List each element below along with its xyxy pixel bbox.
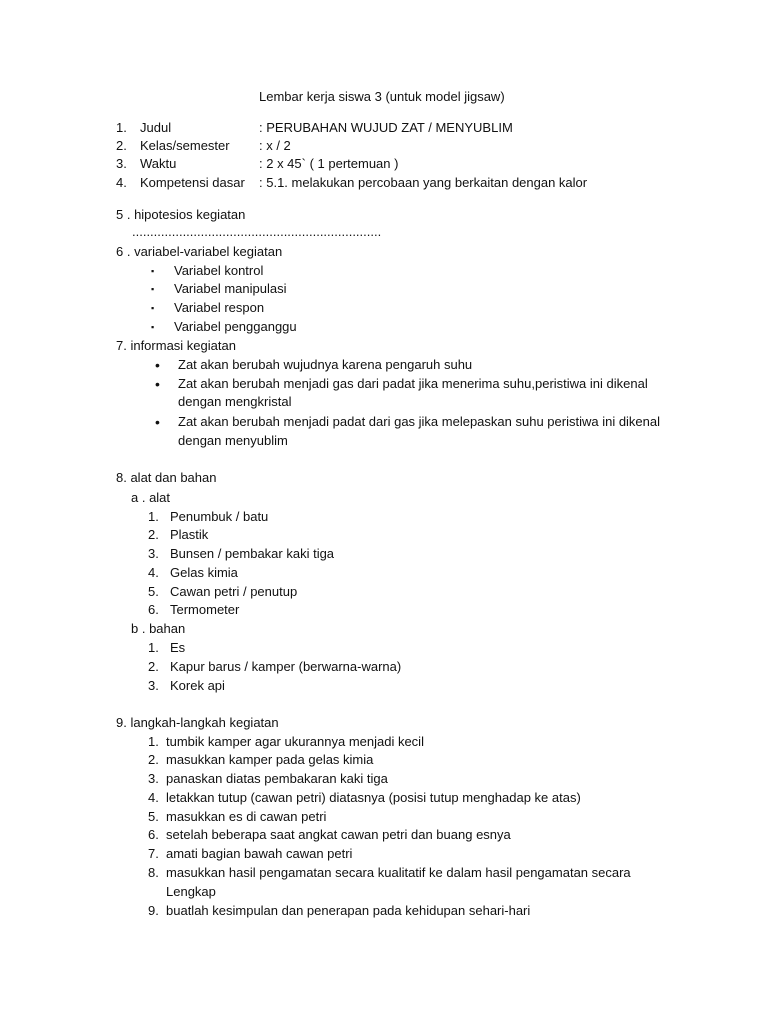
- step-text: amati bagian bawah cawan petri: [166, 846, 353, 861]
- list-item: Variabel respon: [174, 300, 265, 315]
- section-5-heading: 5 . hipotesios kegiatan: [116, 207, 246, 222]
- list-item: Zat akan berubah menjadi gas dari padat jika menerima suhu,peristiwa ini dikenal: [178, 376, 648, 391]
- list-item: Variabel kontrol: [174, 263, 264, 278]
- list-item-continuation: dengan menyublim: [178, 433, 288, 448]
- item-num: 1.: [148, 509, 159, 524]
- section-7-heading: 7. informasi kegiatan: [116, 338, 236, 353]
- info-num: 2.: [116, 138, 127, 153]
- item-num: 4.: [148, 565, 159, 580]
- step-num: 6.: [148, 827, 159, 842]
- list-item: Cawan petri / penutup: [170, 584, 298, 599]
- info-value: : 2 x 45` ( 1 pertemuan ): [259, 156, 399, 171]
- page-title: Lembar kerja siswa 3 (untuk model jigsaw): [259, 89, 505, 104]
- section-6-heading: 6 . variabel-variabel kegiatan: [116, 244, 283, 259]
- step-num: 5.: [148, 809, 159, 824]
- step-num: 1.: [148, 734, 159, 749]
- alat-heading: a . alat: [131, 490, 171, 505]
- step-num: 2.: [148, 752, 159, 767]
- info-value: : 5.1. melakukan percobaan yang berkaitan dengan kalor: [259, 175, 588, 190]
- step-text: letakkan tutup (cawan petri) diatasnya (posisi tutup menghadap ke atas): [166, 790, 581, 805]
- info-num: 4.: [116, 175, 127, 190]
- info-value: : x / 2: [259, 138, 291, 153]
- list-item: Variabel manipulasi: [174, 281, 287, 296]
- square-bullet-icon: ▪: [151, 322, 155, 332]
- item-num: 1.: [148, 640, 159, 655]
- bullet-icon: •: [155, 357, 160, 373]
- list-item: Variabel pengganggu: [174, 319, 297, 334]
- step-text: panaskan diatas pembakaran kaki tiga: [166, 771, 388, 786]
- item-num: 2.: [148, 659, 159, 674]
- square-bullet-icon: ▪: [151, 284, 155, 294]
- item-num: 3.: [148, 546, 159, 561]
- step-num: 3.: [148, 771, 159, 786]
- step-text: masukkan kamper pada gelas kimia: [166, 752, 374, 767]
- bullet-icon: •: [155, 376, 160, 392]
- step-text: masukkan hasil pengamatan secara kualitatif ke dalam hasil pengamatan secara: [166, 865, 631, 880]
- list-item: Zat akan berubah menjadi padat dari gas jika melepaskan suhu peristiwa ini dikenal: [178, 414, 661, 429]
- list-item: Bunsen / pembakar kaki tiga: [170, 546, 335, 561]
- list-item: Penumbuk / batu: [170, 509, 269, 524]
- list-item: Gelas kimia: [170, 565, 238, 580]
- list-item-continuation: dengan mengkristal: [178, 394, 292, 409]
- info-value: : PERUBAHAN WUJUD ZAT / MENYUBLIM: [259, 120, 513, 135]
- info-label: Judul: [140, 120, 172, 135]
- section-9-heading: 9. langkah-langkah kegiatan: [116, 715, 279, 730]
- list-item: Kapur barus / kamper (berwarna-warna): [170, 659, 402, 674]
- item-num: 3.: [148, 678, 159, 693]
- hypothesis-blank: .....................................................................: [132, 224, 382, 239]
- info-label: Waktu: [140, 156, 177, 171]
- square-bullet-icon: ▪: [151, 266, 155, 276]
- bullet-icon: •: [155, 414, 160, 430]
- step-num: 9.: [148, 903, 159, 918]
- item-num: 6.: [148, 602, 159, 617]
- item-num: 5.: [148, 584, 159, 599]
- item-num: 2.: [148, 527, 159, 542]
- info-num: 1.: [116, 120, 127, 135]
- bahan-heading: b . bahan: [131, 621, 186, 636]
- step-text-continuation: Lengkap: [166, 884, 216, 899]
- step-num: 8.: [148, 865, 159, 880]
- list-item: Plastik: [170, 527, 209, 542]
- step-num: 4.: [148, 790, 159, 805]
- info-label: Kelas/semester: [140, 138, 230, 153]
- info-label: Kompetensi dasar: [140, 175, 245, 190]
- section-8-heading: 8. alat dan bahan: [116, 470, 217, 485]
- step-text: masukkan es di cawan petri: [166, 809, 327, 824]
- square-bullet-icon: ▪: [151, 303, 155, 313]
- step-text: tumbik kamper agar ukurannya menjadi kecil: [166, 734, 424, 749]
- info-num: 3.: [116, 156, 127, 171]
- step-text: buatlah kesimpulan dan penerapan pada kehidupan sehari-hari: [166, 903, 531, 918]
- list-item: Es: [170, 640, 186, 655]
- list-item: Zat akan berubah wujudnya karena pengaruh suhu: [178, 357, 473, 372]
- step-num: 7.: [148, 846, 159, 861]
- list-item: Korek api: [170, 678, 225, 693]
- step-text: setelah beberapa saat angkat cawan petri dan buang esnya: [166, 827, 511, 842]
- list-item: Termometer: [170, 602, 240, 617]
